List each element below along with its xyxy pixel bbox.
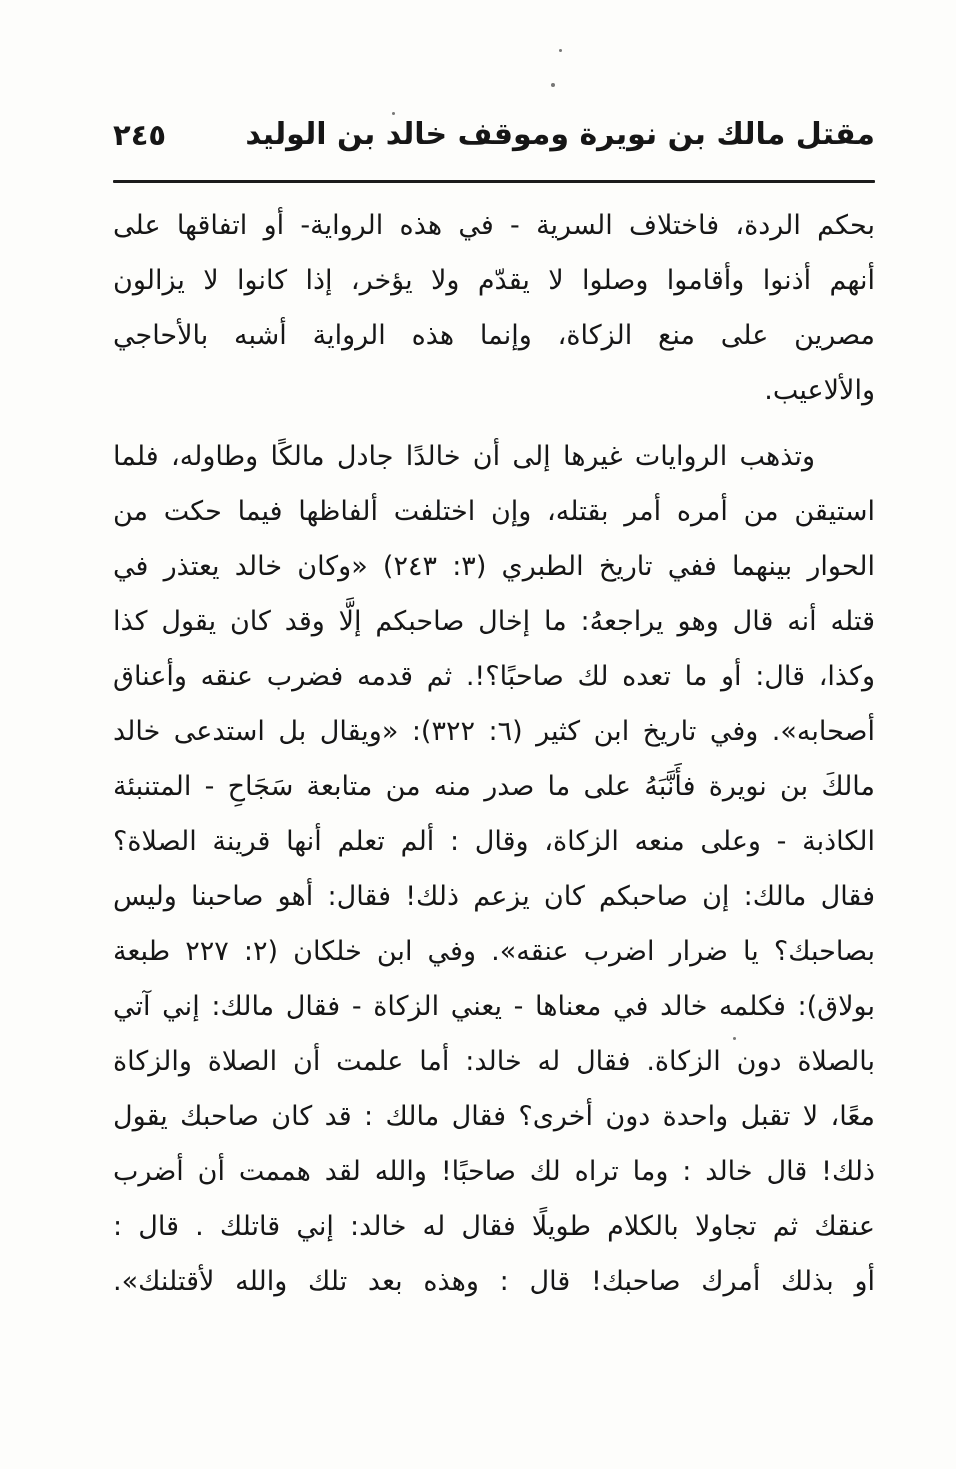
text-line: الحوار بينهما ففي تاريخ الطبري (٣: ٢٤٣) «وكان خالد يعتذر في — [113, 551, 875, 582]
text-line: بولاق): فكلمه خالد في معناها - يعني الزكاة - فقال مالك: إني آتي — [113, 991, 875, 1022]
text-line: أنهم أذنوا وأقاموا وصلوا لا يقدّم ولا يؤخر، إذا كانوا لا يزالون — [113, 265, 875, 296]
text-line: مالكَ بن نويرة فأَنَّبَهُ على ما صدر منه من متابعة سَجَاحِ - المتنبئة — [113, 771, 875, 802]
scan-speckle — [559, 49, 562, 52]
page-body — [113, 198, 875, 1309]
text-line: معًا، لا تقبل واحدة دون أخرى؟ فقال مالك : قد كان صاحبك يقول — [113, 1101, 875, 1132]
page-number: ٢٤٥ — [113, 118, 167, 152]
text-line: قتله أنه قال وهو يراجعهُ: ما إخال صاحبكم إلَّا وقد كان يقول كذا — [113, 606, 875, 637]
text-line: أو بذلك أمرك صاحبك! قال : وهذه بعد تلك والله لأقتلنك». — [113, 1266, 875, 1297]
text-line: وتذهب الروايات غيرها إلى أن خالدًا جادل مالكًا وطاوله، فلما — [113, 441, 815, 472]
page-header — [113, 112, 875, 158]
text-line: أصحابه». وفي تاريخ ابن كثير (٦: ٣٢٢): «ويقال بل استدعى خالد — [113, 716, 875, 747]
text-line: بصاحبك؟ يا ضرار اضرب عنقه». وفي ابن خلكان (٢: ٢٢٧ طبعة — [113, 936, 875, 967]
scan-speckle — [392, 112, 395, 115]
text-line: بحكم الردة، فاختلاف السرية - في هذه الرواية- أو اتفاقها على — [113, 210, 875, 241]
text-line: ذلك! قال خالد : وما تراه لك صاحبًا! والله لقد هممت أن أضرب — [113, 1156, 875, 1187]
text-line: وكذا، قال: أو ما تعده لك صاحبًا؟!. ثم قدمه فضرب عنقه وأعناق — [113, 661, 875, 692]
text-line: بالصلاة دون الزكاة. فقال له خالد: أما علمت أن الصلاة والزكاة — [113, 1046, 875, 1077]
scan-speckle — [733, 1037, 736, 1040]
paragraph — [113, 429, 875, 1309]
text-line: استيقن من أمره أمر بقتله، وإن اختلفت ألفاظها فيما حكت من — [113, 496, 875, 527]
scan-speckle — [551, 83, 555, 87]
chapter-title: مقتل مالك بن نويرة وموقف خالد بن الوليد — [245, 117, 875, 152]
paragraph — [113, 198, 875, 418]
header-rule — [113, 180, 875, 183]
text-line: فقال مالك: إن صاحبكم كان يزعم ذلك! فقال: أهو صاحبنا وليس — [113, 881, 875, 912]
text-line: الكاذبة - وعلى منعه الزكاة، وقال : ألم تعلم أنها قرينة الصلاة؟ — [113, 826, 875, 857]
text-line: مصرين على منع الزكاة، وإنما هذه الرواية أشبه بالأحاجي — [113, 320, 875, 351]
text-line: عنقك ثم تجاولا بالكلام طويلًا فقال له خالد: إني قاتلك . قال : — [113, 1211, 875, 1242]
text-line: والألاعيب. — [764, 375, 875, 406]
